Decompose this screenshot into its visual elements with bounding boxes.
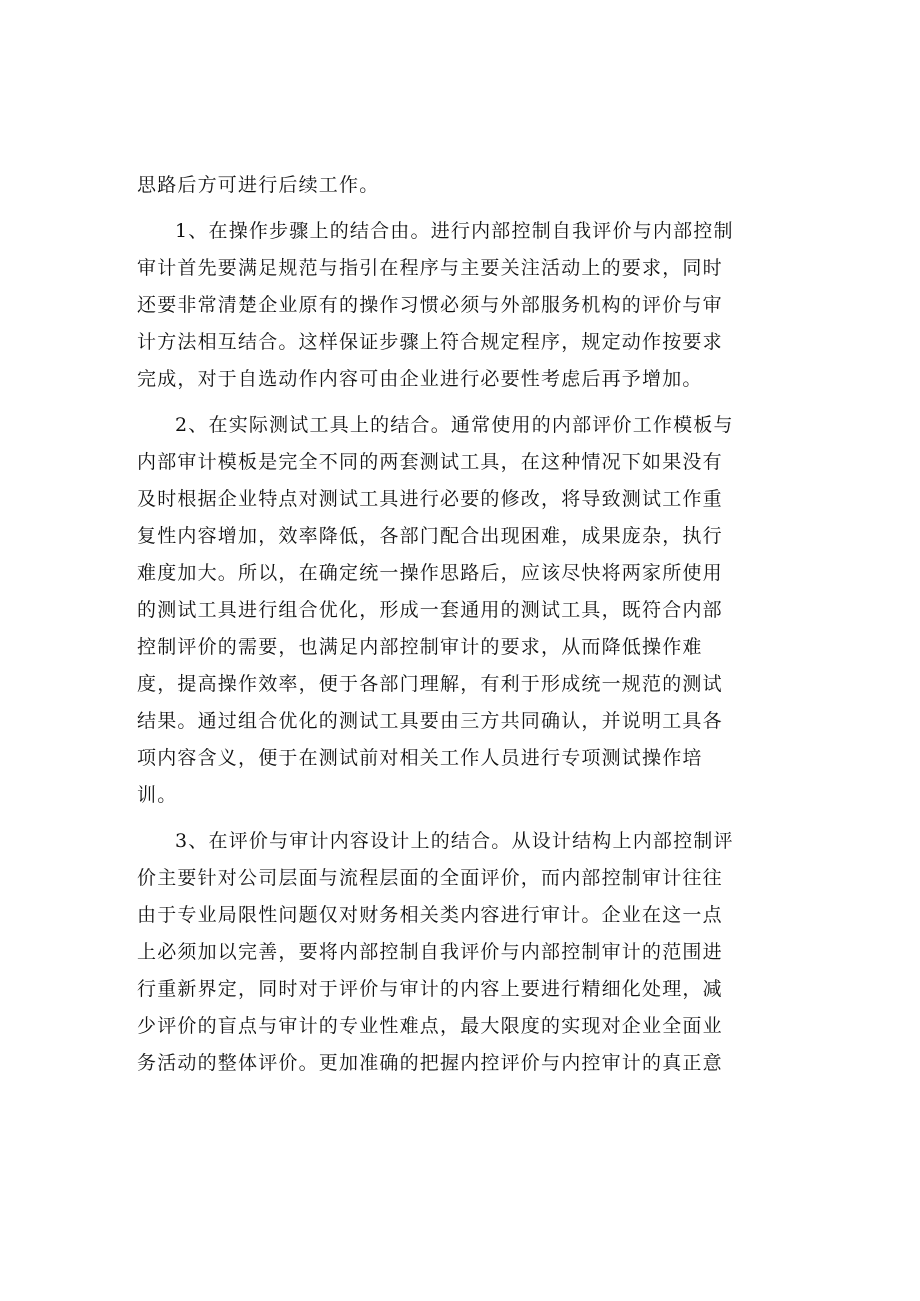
text-line: 务活动的整体评价。更加准确的把握内控评价与内控审计的真正意	[137, 1052, 723, 1074]
text-line: 审计首先要满足规范与指引在程序与主要关注活动上的要求，同时	[137, 257, 723, 279]
text-line: 及时根据企业特点对测试工具进行必要的修改，将导致测试工作重	[137, 488, 723, 510]
text-line: 项内容含义，便于在测试前对相关工作人员进行专项测试操作培	[137, 747, 703, 769]
paragraph-2-testing-tools	[137, 407, 777, 814]
text-line: 复性内容增加，效率降低，各部门配合出现困难，成果庞杂，执行	[137, 525, 723, 547]
text-line: 思路后方可进行后续工作。	[137, 174, 380, 196]
text-line: 的测试工具进行组合优化，形成一套通用的测试工具，既符合内部	[137, 599, 723, 621]
text-line: 结果。通过组合优化的测试工具要由三方共同确认，并说明工具各	[137, 710, 723, 732]
text-line: 行重新界定，同时对于评价与审计的内容上要进行精细化处理，减	[137, 978, 723, 1000]
text-line: 少评价的盲点与审计的专业性难点，最大限度的实现对企业全面业	[137, 1015, 723, 1037]
text-line: 计方法相互结合。这样保证步骤上符合规定程序，规定动作按要求	[137, 331, 723, 353]
paragraph-3-content-design	[137, 823, 777, 1082]
text-line: 上必须加以完善，要将内部控制自我评价与内部控制审计的范围进	[137, 941, 723, 963]
text-line: 内部审计模板是完全不同的两套测试工具，在这种情况下如果没有	[137, 451, 723, 473]
text-line: 3、在评价与审计内容设计上的结合。从设计结构上内部控制评	[175, 830, 734, 852]
text-line: 完成，对于自选动作内容可由企业进行必要性考虑后再予增加。	[137, 368, 703, 390]
document-body	[137, 167, 777, 1082]
text-line: 价主要针对公司层面与流程层面的全面评价，而内部控制审计往往	[137, 867, 723, 889]
text-line: 训。	[137, 784, 178, 806]
paragraph-continuation	[137, 167, 777, 204]
text-line: 由于专业局限性问题仅对财务相关类内容进行审计。企业在这一点	[137, 904, 723, 926]
paragraph-1-operation-steps	[137, 213, 777, 398]
text-line: 1、在操作步骤上的结合由。进行内部控制自我评价与内部控制	[175, 220, 734, 242]
text-line: 还要非常清楚企业原有的操作习惯必须与外部服务机构的评价与审	[137, 294, 723, 316]
text-line: 控制评价的需要，也满足内部控制审计的要求，从而降低操作难	[137, 636, 703, 658]
text-line: 度，提高操作效率，便于各部门理解，有利于形成统一规范的测试	[137, 673, 723, 695]
text-line: 2、在实际测试工具上的结合。通常使用的内部评价工作模板与	[175, 414, 734, 436]
text-line: 难度加大。所以，在确定统一操作思路后，应该尽快将两家所使用	[137, 562, 723, 584]
